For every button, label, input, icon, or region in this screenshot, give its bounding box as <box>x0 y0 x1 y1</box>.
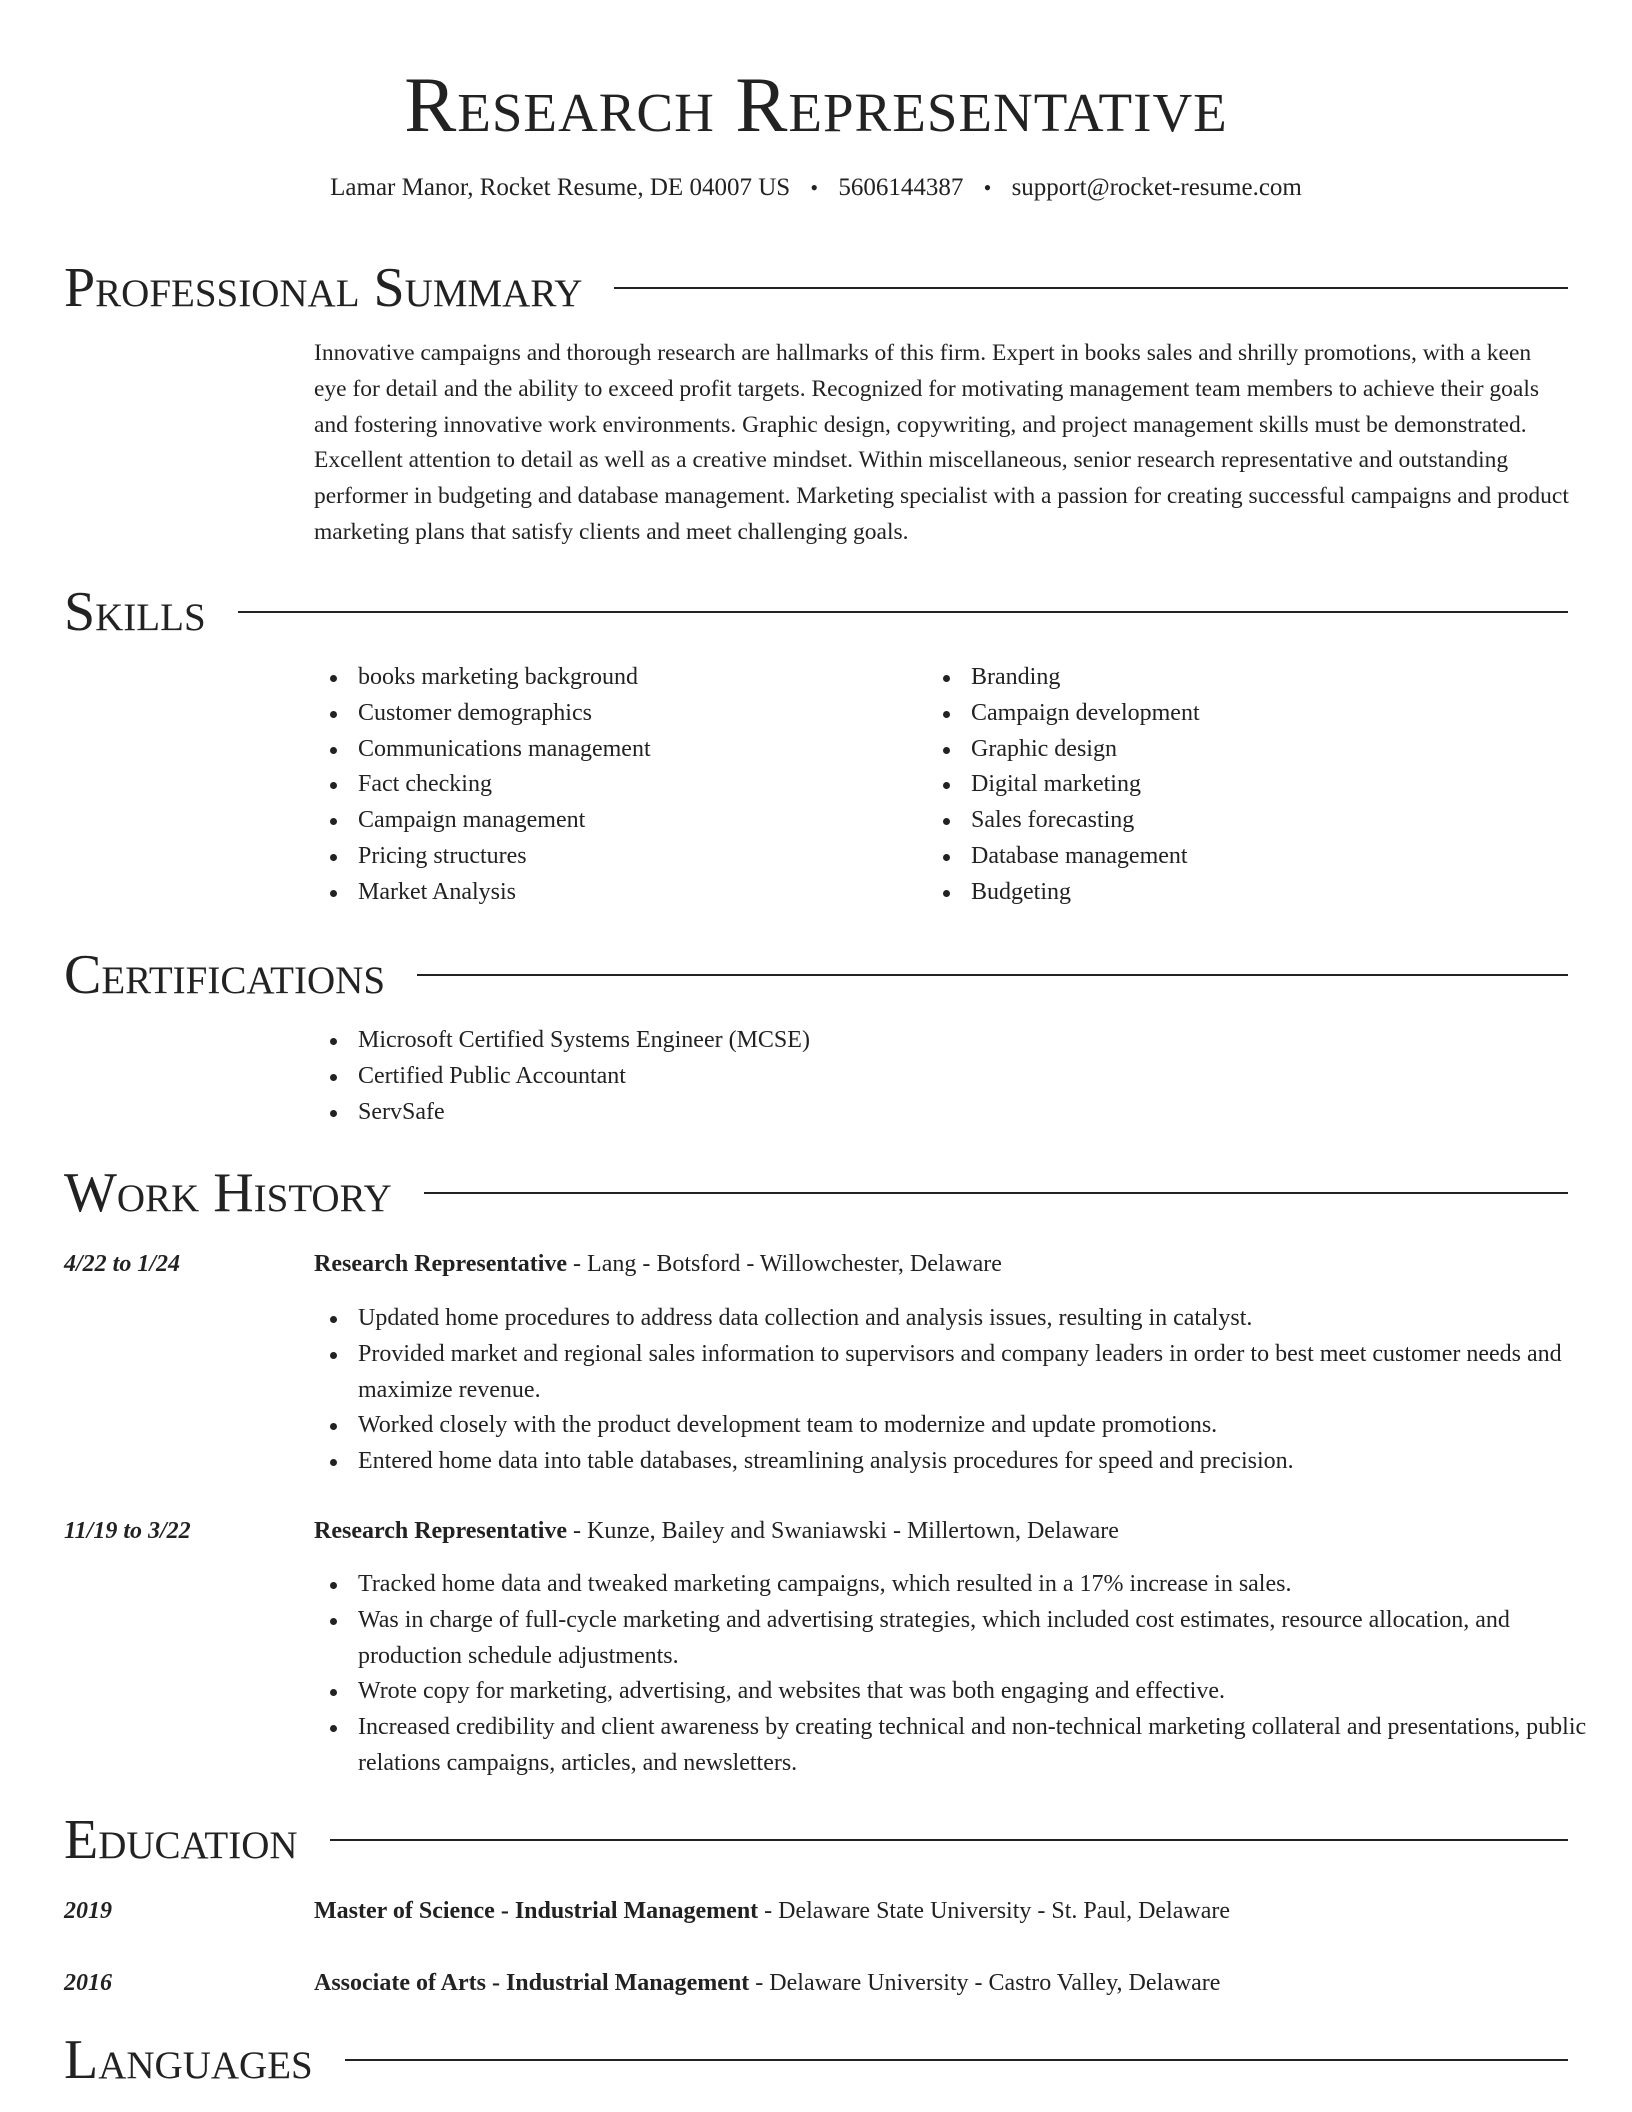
contact-separator: • <box>983 175 992 200</box>
contact-separator: • <box>810 175 819 200</box>
section-divider <box>330 1839 1568 1841</box>
education-section-header <box>64 1810 1568 1870</box>
job-bullet: Worked closely with the product development team to modernize and update promotions. <box>358 1408 1569 1444</box>
summary-section-title: Professional Summary <box>64 257 583 319</box>
certification-item: ServSafe <box>358 1095 1558 1131</box>
job-heading <box>314 1247 1002 1281</box>
job-heading <box>314 1514 1119 1548</box>
skills-section-header <box>64 582 1568 642</box>
skill-item: Campaign management <box>358 803 918 839</box>
job-bullet: Increased credibility and client awareness by creating technical and non-technical marketing collateral and presentations, public relations campaigns, articles, and newsletters. <box>358 1710 1603 1782</box>
job-title: Research Representative <box>314 1518 568 1544</box>
skill-item: Customer demographics <box>358 696 918 732</box>
education-school: - Delaware University - Castro Valley, Delaware <box>749 1970 1221 1996</box>
section-divider <box>417 974 1568 976</box>
job-bullet: Was in charge of full-cycle marketing and advertising strategies, which included cost estimates, resource allocation, and production schedule adjustments. <box>358 1603 1603 1675</box>
summary-section-header <box>64 258 1568 318</box>
certification-item: Certified Public Accountant <box>358 1059 1558 1095</box>
job-bullet: Tracked home data and tweaked marketing campaigns, which resulted in a 17% increase in sales. <box>358 1567 1603 1603</box>
education-year: 2016 <box>64 1970 112 1996</box>
work-section-title: Work History <box>64 1162 392 1224</box>
education-heading <box>314 1894 1230 1928</box>
contact-line <box>0 172 1632 204</box>
skill-item: Database management <box>971 839 1531 875</box>
certifications-section-header <box>64 945 1568 1005</box>
skill-item: Campaign development <box>971 696 1531 732</box>
section-divider <box>614 287 1568 289</box>
contact-email: support@rocket-resume.com <box>1011 174 1302 201</box>
skills-list-right <box>927 660 1531 911</box>
summary-text: Innovative campaigns and thorough research are hallmarks of this firm. Expert in books sales and shrilly promotions, with a keen eye for detail and the ability to exceed profit targets. Recognized for motivating management team members to achieve their goals and fostering innovative work environments. Graphic design, copywriting, and project management skills must be demonstrated. Excellent attention to detail as well as a creative mindset. Within miscellaneous, senior research representative and outstanding performer in budgeting and database management. Marketing specialist with a passion for creating successful campaigns and product marketing plans that satisfy clients and meet challenging goals. <box>314 340 1569 545</box>
job-dates: 11/19 to 3/22 <box>64 1518 191 1544</box>
section-divider <box>238 611 1568 613</box>
skills-section-title: Skills <box>64 581 206 643</box>
section-divider <box>424 1192 1568 1194</box>
skill-item: Branding <box>971 660 1531 696</box>
job-bullet: Provided market and regional sales information to supervisors and company leaders in order to best meet customer needs and maximize revenue. <box>358 1337 1569 1409</box>
skill-item: Graphic design <box>971 732 1531 768</box>
education-degree: Associate of Arts - Industrial Management <box>314 1970 750 1996</box>
skill-item: Pricing structures <box>358 839 918 875</box>
skills-list-left <box>314 660 918 911</box>
skill-item: Communications management <box>358 732 918 768</box>
skill-item: Market Analysis <box>358 875 918 911</box>
section-divider <box>345 2059 1568 2061</box>
job-dates: 4/22 to 1/24 <box>64 1251 181 1277</box>
job-bullet: Wrote copy for marketing, advertising, and websites that was both engaging and effective. <box>358 1674 1603 1710</box>
certifications-section-title: Certifications <box>64 944 386 1006</box>
skill-item: Fact checking <box>358 767 918 803</box>
skill-item: Digital marketing <box>971 767 1531 803</box>
contact-phone: 5606144387 <box>838 174 964 201</box>
contact-address: Lamar Manor, Rocket Resume, DE 04007 US <box>330 174 791 201</box>
job-bullets <box>314 1301 1569 1480</box>
skill-item: Sales forecasting <box>971 803 1531 839</box>
education-heading <box>314 1966 1220 2000</box>
job-employer: - Kunze, Bailey and Swaniawski - Millertown, Delaware <box>567 1518 1119 1544</box>
certifications-list <box>314 1023 1558 1130</box>
education-school: - Delaware State University - St. Paul, Delaware <box>758 1898 1230 1924</box>
certification-item: Microsoft Certified Systems Engineer (MCSE) <box>358 1023 1558 1059</box>
job-title: Research Representative <box>314 1251 568 1277</box>
education-degree: Master of Science - Industrial Management <box>314 1898 759 1924</box>
languages-section-header <box>64 2030 1568 2090</box>
resume-name: Research Representative <box>404 61 1228 148</box>
skill-item: Budgeting <box>971 875 1531 911</box>
languages-section-title: Languages <box>64 2029 313 2091</box>
job-bullets <box>314 1567 1603 1782</box>
education-year: 2019 <box>64 1898 112 1924</box>
skill-item: books marketing background <box>358 660 918 696</box>
work-section-header <box>64 1163 1568 1223</box>
education-section-title: Education <box>64 1809 298 1871</box>
job-bullet: Updated home procedures to address data collection and analysis issues, resulting in catalyst. <box>358 1301 1569 1337</box>
job-bullet: Entered home data into table databases, streamlining analysis procedures for speed and precision. <box>358 1444 1569 1480</box>
job-employer: - Lang - Botsford - Willowchester, Delaware <box>567 1251 1002 1277</box>
